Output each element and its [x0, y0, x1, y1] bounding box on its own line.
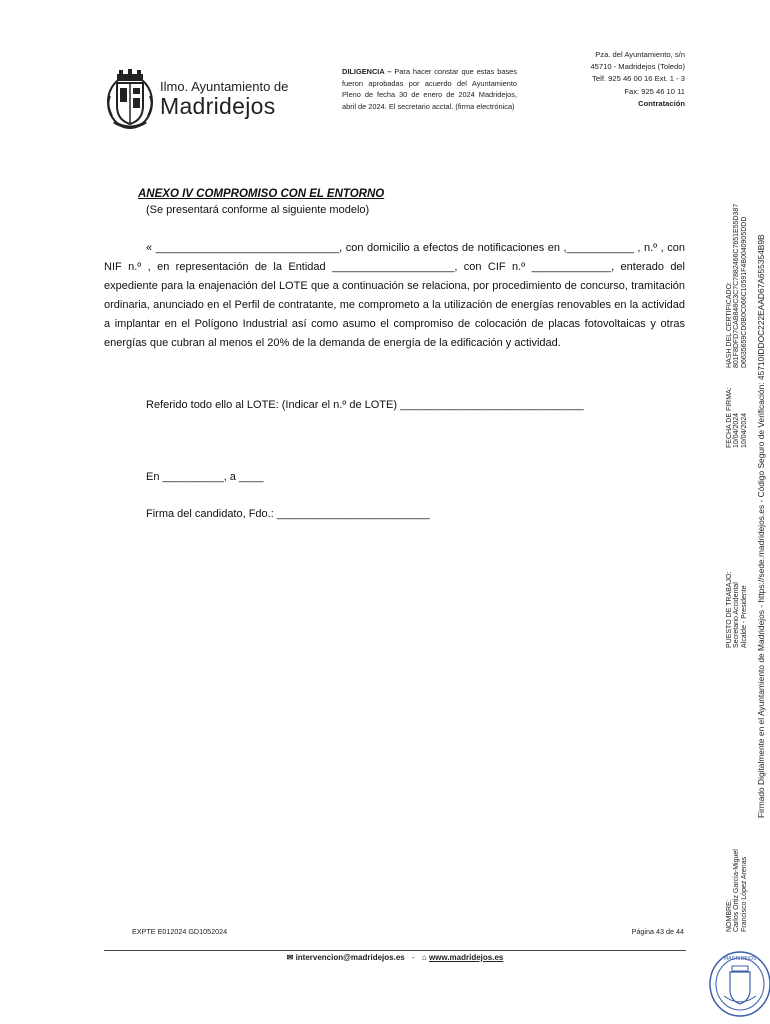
hash-value: D6635659CD0B0C066C10591F4B0040905DDD [740, 216, 748, 368]
digital-signature-text: Firmado Digitalmente en el Ayuntamiento de Madridejos - https://sede.madridejos.es - Código Seguro de Verificación: 45710IDDOC222EAAD67A655354B9B [756, 234, 766, 818]
nombre-block [726, 849, 748, 932]
nombre-label: NOMBRE: [726, 899, 733, 932]
place-date-line: En __________, a ____ [146, 471, 264, 483]
municipal-seal-icon [704, 944, 770, 1024]
home-icon: ⌂ [421, 953, 427, 962]
puesto-value: Alcalde - Presidente [740, 585, 748, 648]
document-title: ANEXO IV COMPROMISO CON EL ENTORNO [138, 188, 385, 200]
hash-value: 801F8DFD7CAB848C3C7C7882466C7651E55D387 [733, 203, 741, 368]
signature-hash-block [726, 204, 748, 368]
footer-contact [104, 953, 686, 962]
address-line: Fax: 925 46 10 11 [624, 86, 685, 96]
document-subtitle: (Se presentará conforme al siguiente modelo) [146, 204, 370, 216]
fecha-label: FECHA DE FIRMA: [726, 387, 733, 448]
diligencia-text: Para hacer constar que estas bases fueron aprobadas por acuerdo del Ayuntamiento Pleno de fecha 30 de enero de 2024 Madridejos, abril de 2024. El secretario acctal. (firma electrónica) [342, 67, 517, 111]
signature-line: Firma del candidato, Fdo.: _________________________ [146, 508, 430, 520]
puesto-de-trabajo-block [726, 572, 748, 648]
fecha-de-firma-col [726, 387, 748, 448]
footer-separator: - [411, 953, 415, 962]
department-label: Contratación [638, 98, 685, 108]
coat-of-arms-icon [104, 66, 156, 134]
envelope-icon: ✉ [286, 953, 294, 962]
org-name-line2: Madridejos [160, 93, 276, 119]
diligencia-note [342, 66, 517, 112]
footer-divider [104, 950, 686, 951]
nombre-value: Carlos Ortiz García-Miguel [733, 849, 741, 932]
fecha-value: 10/04/2024 [733, 412, 741, 448]
address-line: Pza. del Ayuntamiento, s/n [595, 50, 685, 59]
lote-line: Referido todo ello al LOTE: (Indicar el n.º de LOTE) ______________________________ [146, 399, 584, 411]
svg-text:MADRIDEJOS: MADRIDEJOS [723, 956, 757, 962]
nombre-value: Francisco López Arenas [740, 856, 748, 932]
puesto-value: Secretario Accidental [733, 582, 741, 648]
email-link[interactable]: intervencion@madridejos.es [295, 953, 405, 962]
address-block [505, 49, 685, 110]
commitment-paragraph: « ______________________________, con domicilio a efectos de notificaciones en ,___________ , n.º , con NIF n.º , en representación de la Entidad ____________________, con CIF n.º _____________, enterado del expediente para la enajenación del LOTE que a continuación se relaciona, por procedimiento de concurso, tramitación ordinaria, anunciado en el Perfil de contratante, me comprometo a la utilización de energías renovables en la actividad a implantar en el Polígono Industrial así como asumo el compromiso de colocación de placas fotovoltaicas y otras energías que cubran al menos el 20% de la demanda de energía de la edificación y actividad. [104, 242, 685, 349]
hash-label: HASH DEL CERTIFICADO: [726, 282, 733, 368]
website-link[interactable]: www.madridejos.es [428, 953, 504, 962]
address-line: 45710 - Madridejos (Toledo) [590, 62, 685, 72]
page-number: Página 43 de 44 [631, 927, 684, 936]
diligencia-label: DILIGENCIA – [342, 67, 392, 76]
org-name-line1: Ilmo. Ayuntamiento de [160, 79, 289, 94]
address-line: Telf. 925 46 00 16 Ext. 1 - 3 [592, 74, 685, 84]
fecha-value: 10/04/2024 [740, 412, 748, 448]
puesto-label: PUESTO DE TRABAJO: [726, 571, 733, 648]
file-reference: EXPTE E012024 GD1052024 [132, 927, 228, 936]
